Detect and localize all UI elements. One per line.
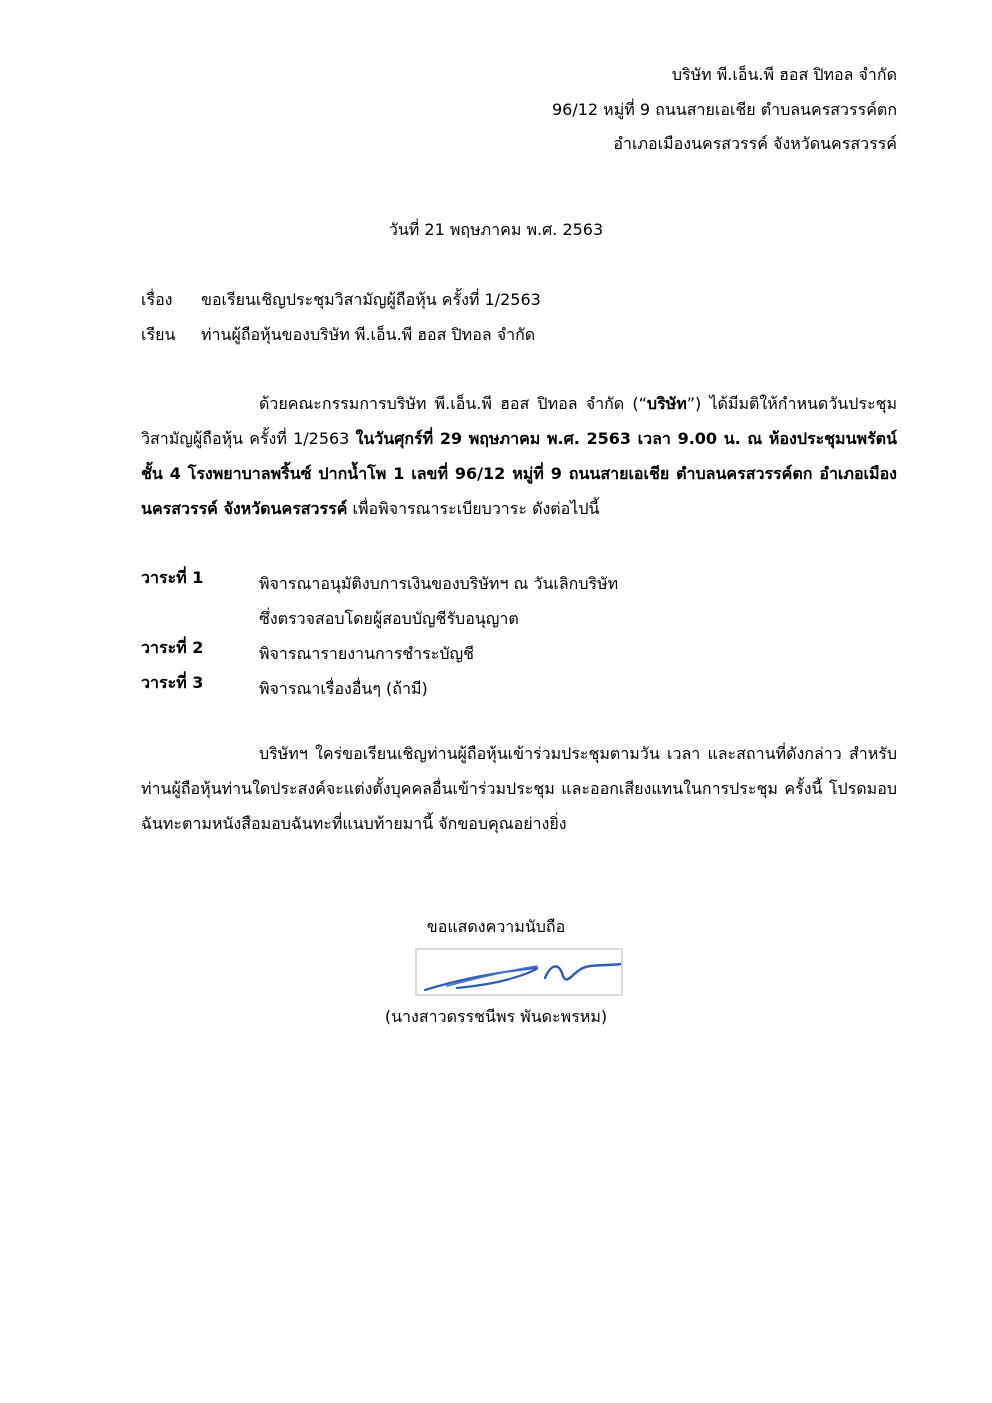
agenda-text: พิจารณาอนุมัติงบการเงินของบริษัทฯ ณ วันเลิกบริษัท	[259, 574, 619, 593]
agenda-item-2	[141, 636, 474, 671]
body1-text-2: ”) ได้มีมติให้กำหนดวันประชุมวิสามัญผู้ถือหุ้น ครั้งที่ 1/2563	[141, 394, 897, 448]
body1-meeting-details: ในวันศุกร์ที่ 29 พฤษภาคม พ.ศ. 2563 เวลา 9.00 น. ณ ห้องประชุมนพรัตน์ชั้น 4 โรงพยาบาลพริ้นซ์ ปากน้ำโพ 1 เลขที่ 96/12 หมู่ที่ 9 ถนนสายเอเชีย ตำบลนครสวรรค์ตก อำเภอเมืองนครสวรรค์ จังหวัดนครสวรรค์	[141, 429, 897, 518]
letter-date: วันที่ 21 พฤษภาคม พ.ศ. 2563	[388, 220, 604, 239]
signatory-name: (นางสาวดรรชนีพร พันดะพรหม)	[384, 1007, 608, 1026]
agenda-text: พิจารณาเรื่องอื่นๆ (ถ้ามี)	[259, 679, 428, 698]
agenda-label: วาระที่ 2	[141, 638, 204, 657]
sender-address	[552, 58, 897, 162]
agenda-item-3	[141, 671, 428, 706]
body1-text-1: ด้วยคณะกรรมการบริษัท พี.เอ็น.พี ฮอส ปิทอล จำกัด (“	[259, 394, 647, 413]
agenda-text-continued: ซึ่งตรวจสอบโดยผู้สอบบัญชีรับอนุญาต	[259, 609, 519, 628]
agenda-text: พิจารณารายงานการชำระบัญชี	[259, 644, 474, 663]
agenda-label: วาระที่ 1	[141, 568, 204, 587]
sender-district: อำเภอเมืองนครสวรรค์ จังหวัดนครสวรรค์	[613, 134, 897, 153]
body-paragraph-1	[141, 386, 897, 526]
recipient-label: เรียน	[141, 325, 176, 344]
agenda-label: วาระที่ 3	[141, 673, 204, 692]
body1-company-short: บริษัท	[646, 394, 687, 413]
closing-salutation: ขอแสดงความนับถือ	[426, 917, 566, 936]
agenda-item-1	[141, 566, 618, 636]
recipient-text: ท่านผู้ถือหุ้นของบริษัท พี.เอ็น.พี ฮอส ปิทอล จำกัด	[201, 325, 536, 344]
body1-text-3: เพื่อพิจารณาระเบียบวาระ ดังต่อไปนี้	[347, 499, 600, 518]
sender-street: 96/12 หมู่ที่ 9 ถนนสายเอเชีย ตำบลนครสวรรค์ตก	[551, 99, 897, 119]
body-paragraph-2: บริษัทฯ ใคร่ขอเรียนเชิญท่านผู้ถือหุ้นเข้าร่วมประชุมตามวัน เวลา และสถานที่ดังกล่าว สำหรับท่านผู้ถือหุ้นท่านใดประสงค์จะแต่งตั้งบุคคลอื่นเข้าร่วมประชุม และออกเสียงแทนในการประชุม ครั้งนี้ โปรดมอบฉันทะตามหนังสือมอบฉันทะที่แนบท้ายมานี้ จักขอบคุณอย่างยิ่ง	[141, 744, 897, 833]
signature-icon	[417, 950, 621, 994]
sender-company: บริษัท พี.เอ็น.พี ฮอส ปิทอล จำกัด	[671, 65, 897, 84]
recipient-row	[141, 323, 535, 348]
subject-text: ขอเรียนเชิญประชุมวิสามัญผู้ถือหุ้น ครั้งที่ 1/2563	[201, 290, 541, 309]
signature-image	[415, 948, 623, 996]
subject-label: เรื่อง	[141, 290, 173, 309]
subject-row	[141, 288, 541, 313]
